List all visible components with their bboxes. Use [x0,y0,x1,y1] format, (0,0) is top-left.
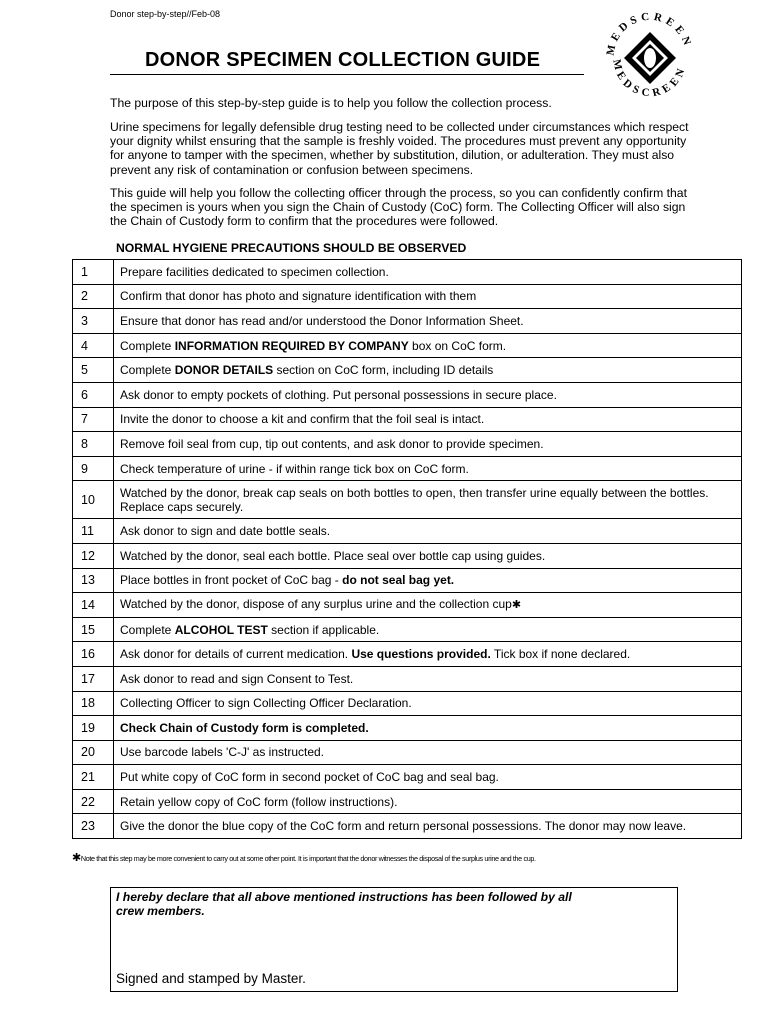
step-row [73,716,742,741]
step-number: 18 [73,691,114,716]
step-text [114,765,742,790]
step-text [114,814,742,839]
step-number: 21 [73,765,114,790]
step-number: 13 [73,568,114,593]
logo-ring-text-top: MEDSCREEN [604,10,695,57]
medscreen-logo [598,4,702,108]
step-row [73,593,742,618]
step-text-pre: Ask donor to empty pockets of clothing. Put personal possessions in secure place. [120,387,557,402]
step-row [73,765,742,790]
asterisk-icon: ✱ [511,599,522,612]
step-text [114,568,742,593]
specimen-paragraph: Urine specimens for legally defensible drug testing need to be collected under circumstances which respect your dignity whilst ensuring that the sample is freshly voided. The procedures must prevent any opportunity for anyone to tamper with the specimen, whether by substitution, dilution, or adulteration. They must also prevent any risk of contamination or confusion between specimens. [110,120,689,177]
step-text [114,691,742,716]
step-number: 22 [73,789,114,814]
step-number: 14 [73,593,114,618]
hygiene-heading: NORMAL HYGIENE PRECAUTIONS SHOULD BE OBSERVED [116,241,467,255]
step-text-post: section if applicable. [267,622,380,637]
step-text [114,284,742,309]
step-row [73,456,742,481]
step-text-pre: Watched by the donor, seal each bottle. Place seal over bottle cap using guides. [120,548,546,563]
step-row [73,814,742,839]
step-text-pre: Complete [120,622,175,637]
step-text [114,642,742,667]
step-number: 2 [73,284,114,309]
step-row [73,789,742,814]
step-number: 10 [73,481,114,519]
step-text-bold: ALCOHOL TEST [174,622,268,637]
step-row [73,691,742,716]
guide-paragraph: This guide will help you follow the collecting officer through the process, so you can confidently confirm that the specimen is yours when you sign the Chain of Custody (CoC) form. The Collecting Officer will also sign the Chain of Custody form to confirm that the procedures were followed. [110,186,687,229]
step-row [73,284,742,309]
logo-ring-text-bottom: MEDSCREEN [610,58,689,100]
step-text-post: box on CoC form. [408,338,507,353]
step-number: 23 [73,814,114,839]
step-number: 16 [73,642,114,667]
steps-table [72,259,742,839]
step-number: 7 [73,407,114,432]
step-row [73,740,742,765]
step-text [114,617,742,642]
step-number: 1 [73,260,114,285]
step-number: 3 [73,309,114,334]
step-text-bold: INFORMATION REQUIRED BY COMPANY [174,338,409,353]
step-row [73,642,742,667]
step-text-pre: Ensure that donor has read and/or understood the Donor Information Sheet. [120,313,524,328]
step-text [114,407,742,432]
step-text-bold: Use questions provided. [351,647,491,662]
step-text [114,481,742,519]
step-text [114,666,742,691]
step-text-pre: Watched by the donor, dispose of any surplus urine and the collection cup [120,597,512,612]
step-row [73,481,742,519]
title-underline [110,74,584,75]
intro-paragraph: The purpose of this step-by-step guide is to help you follow the collection process. [110,96,552,110]
step-number: 8 [73,432,114,457]
step-row [73,407,742,432]
step-text-pre: Ask donor for details of current medication. [120,647,352,662]
step-text-pre: Watched by the donor, break cap seals on both bottles to open, then transfer urine equally between the bottles. Replace caps securely. [120,485,709,514]
step-text-post: Tick box if none declared. [490,647,631,662]
step-text-pre: Complete [120,363,175,378]
step-number: 11 [73,519,114,544]
step-row [73,333,742,358]
step-row [73,568,742,593]
step-text [114,260,742,285]
step-text-post: section on CoC form, including ID details [273,363,494,378]
step-text-pre: Complete [120,338,175,353]
step-text [114,789,742,814]
step-row [73,519,742,544]
step-text-pre: Collecting Officer to sign Collecting Officer Declaration. [120,696,412,711]
step-text [114,593,742,618]
step-number: 9 [73,456,114,481]
page-title: DONOR SPECIMEN COLLECTION GUIDE [145,49,541,71]
step-text [114,519,742,544]
step-row [73,309,742,334]
step-text-bold: do not seal bag yet. [342,573,455,588]
step-text [114,740,742,765]
step-text-pre: Remove foil seal from cup, tip out contents, and ask donor to provide specimen. [120,436,544,451]
document-reference: Donor step-by-step//Feb-08 [110,9,221,19]
step-text-pre: Ask donor to read and sign Consent to Test. [120,671,354,686]
step-text-pre: Give the donor the blue copy of the CoC form and return personal possessions. The donor may now leave. [120,819,687,834]
step-text [114,432,742,457]
step-row [73,666,742,691]
step-text [114,358,742,383]
step-text [114,309,742,334]
step-text-pre: Check temperature of urine - if within range tick box on CoC form. [120,461,469,476]
step-row [73,432,742,457]
step-text [114,333,742,358]
step-text-bold: Check Chain of Custody form is completed. [120,720,369,735]
step-text [114,716,742,741]
step-text [114,543,742,568]
asterisk-icon: ✱ [72,852,81,864]
signature-line: Signed and stamped by Master. [116,971,306,986]
step-number: 6 [73,382,114,407]
footnote-text: Note that this step may be more convenient to carry out at some other point. It is important that the donor witnesses the disposal of the surplus urine and the cup. [80,854,536,863]
step-number: 19 [73,716,114,741]
declaration-text: I hereby declare that all above mentioned instructions has been followed by all crew members. [116,890,572,918]
step-text [114,382,742,407]
step-number: 17 [73,666,114,691]
step-row [73,617,742,642]
step-text-pre: Place bottles in front pocket of CoC bag - [120,573,343,588]
step-text-pre: Invite the donor to choose a kit and confirm that the foil seal is intact. [120,412,485,427]
step-number: 20 [73,740,114,765]
step-row [73,358,742,383]
step-number: 5 [73,358,114,383]
step-text [114,456,742,481]
step-number: 15 [73,617,114,642]
step-row [73,543,742,568]
step-text-pre: Confirm that donor has photo and signature identification with them [120,289,477,304]
step-text-pre: Ask donor to sign and date bottle seals. [120,524,331,539]
step-text-bold: DONOR DETAILS [174,363,274,378]
step-text-pre: Retain yellow copy of CoC form (follow instructions). [120,794,398,809]
footnote [72,851,536,864]
step-text-pre: Use barcode labels 'C-J' as instructed. [120,745,325,760]
step-row [73,260,742,285]
step-number: 12 [73,543,114,568]
step-row [73,382,742,407]
step-text-pre: Prepare facilities dedicated to specimen collection. [120,264,389,279]
step-number: 4 [73,333,114,358]
step-text-pre: Put white copy of CoC form in second pocket of CoC bag and seal bag. [120,770,499,785]
